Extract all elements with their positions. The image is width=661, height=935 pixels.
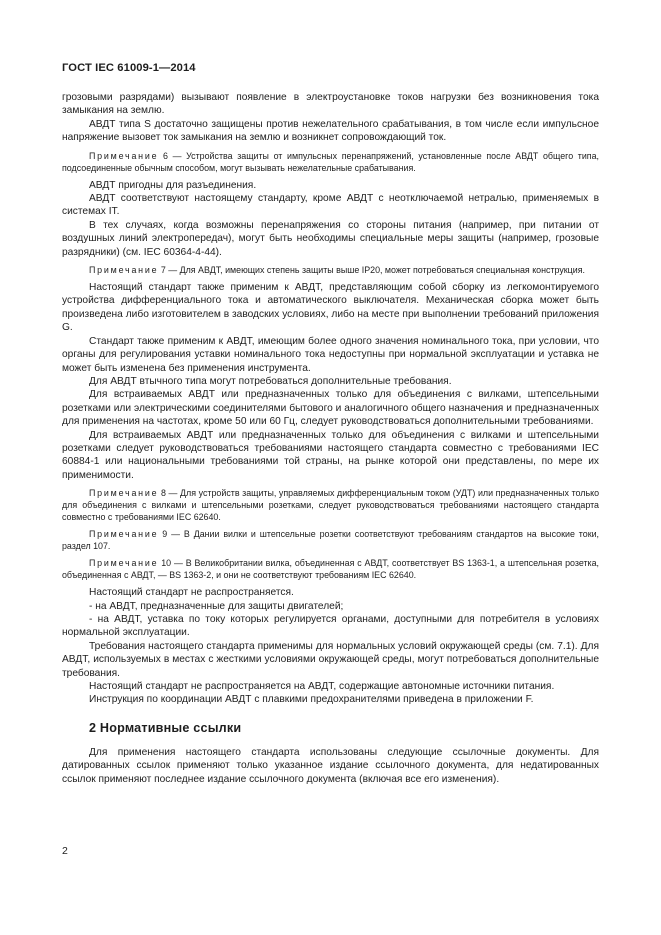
note-10 [62, 557, 599, 581]
section-paragraph: Для применения настоящего стандарта использованы следующие ссылочные документы. Для датированных ссылок применяют только указанное издание ссылочного документа, для недатированных ссылок применяют последнее издание ссылочного документа (включая все его изменения). [62, 746, 599, 785]
note-9 [62, 528, 599, 552]
paragraph: Для АВДТ втычного типа могут потребоваться дополнительные требования. [89, 375, 452, 387]
note-6 [62, 150, 599, 174]
note-text: 6 — Устройства защиты от импульсных перенапряжений, установленные после АВДТ общего типа, подсоединенные обычным способом, могут вызывать нежелательные срабатывания. [62, 150, 600, 173]
note-7 [62, 264, 599, 276]
document-header: ГОСТ IEC 61009-1—2014 [62, 62, 196, 74]
list-item: - на АВДТ, уставка по току которых регулируется органами, доступными для потребителя в условиях нормальной эксплуатации. [62, 613, 599, 639]
list-item: - на АВДТ, предназначенные для защиты двигателей; [89, 600, 344, 612]
paragraph: АВДТ типа S достаточно защищены против нежелательного срабатывания, в том числе если импульсное напряжение вызовет ток замыкания на землю и возникнет сопровождающий ток. [62, 118, 599, 144]
paragraph: Для встраиваемых АВДТ или предназначенных только для объединения с вилками и штепсельными розетками следует руководствоваться требованиями настоящего стандарта совместно с требованиями IEC 60884-1 или национальными требованиями той страны, на рынке которой они представлены, по мере их применимости. [62, 429, 599, 481]
paragraph: Инструкция по координации АВДТ с плавкими предохранителями приведена в приложении F. [89, 694, 534, 706]
note-label: Примечание [89, 488, 159, 499]
paragraph: грозовыми разрядами) вызывают появление в электроустановке токов нагрузки без возникновения тока замыкания на землю. [62, 92, 599, 117]
paragraph: Требования настоящего стандарта применимы для нормальных условий окружающей среды (см. 7.1). Для АВДТ, используемых в местах с жесткими условиями окружающей среды, могут потребоваться дополнительные требования. [62, 640, 599, 679]
paragraph: Настоящий стандарт не распространяется на АВДТ, содержащие автономные источники питания. [89, 681, 555, 692]
note-label: Примечание [89, 529, 159, 540]
note-8 [62, 487, 599, 523]
paragraph: Настоящий стандарт не распространяется. [89, 587, 294, 599]
paragraph: В тех случаях, когда возможны перенапряжения со стороны питания (например, при питании от воздушных линий электропередач), могут быть необходимы специальные меры защиты (например, грозовые разрядники) (см. IEC 60364-4-44). [62, 219, 599, 258]
paragraph: Настоящий стандарт также применим к АВДТ, представляющим собой сборку из легкомонтируемого устройства дифференциального тока и автоматического выключателя. Механическая сборка может быть произведена либо изготовителем в заводских условиях, либо на месте при выполнении требований приложения G. [62, 282, 599, 334]
note-label: Примечание [89, 558, 159, 569]
paragraph: АВДТ пригодны для разъединения. [89, 179, 257, 191]
paragraph: АВДТ соответствуют настоящему стандарту, кроме АВДТ с неотключаемой нетралью, применяемых в системах IT. [62, 193, 599, 218]
paragraph: Для встраиваемых АВДТ или предназначенных только для объединения с вилками, штепсельными розетками или электрическими соединителями бытового и аналогичного общего назначения и предназначенных для применения на частотах, кроме 50 или 60 Гц, следует руководствоваться дополнительными требованиями. [62, 389, 599, 428]
note-text: 8 — Для устройств защиты, управляемых дифференциальным током (УДТ) или предназначенных только для объединения с вилками и штепсельными розетками, следует руководствоваться требованиями настоящего стандарта совместно с требованиями IEC 62640. [62, 488, 600, 523]
note-text: 7 — Для АВДТ, имеющих степень защиты выше IP20, может потребоваться специальная конструкция. [160, 265, 585, 276]
note-text: 10 — В Великобритании вилка, объединенная с АВДТ, соответствует BS 1363-1, а штепсельная розетка, объединенная с АВДТ, — BS 1363-2, и они не соответствуют требованиям IEC 62640. [62, 558, 599, 581]
page-number: 2 [62, 845, 68, 857]
section-heading: 2 Нормативные ссылки [89, 720, 242, 735]
note-text: 9 — В Дании вилки и штепсельные розетки соответствуют требованиям стандартов на высокие токи, раздел 107. [62, 529, 599, 552]
note-label: Примечание [89, 265, 159, 276]
paragraph: Стандарт также применим к АВДТ, имеющим более одного значения номинального тока, при условии, что органы для регулирования уставки номинального тока недоступны при нормальной эксплуатации и уставка не может быть изменена без применения инструмента. [62, 335, 599, 374]
note-label: Примечание [89, 150, 159, 161]
page-content [62, 91, 599, 786]
